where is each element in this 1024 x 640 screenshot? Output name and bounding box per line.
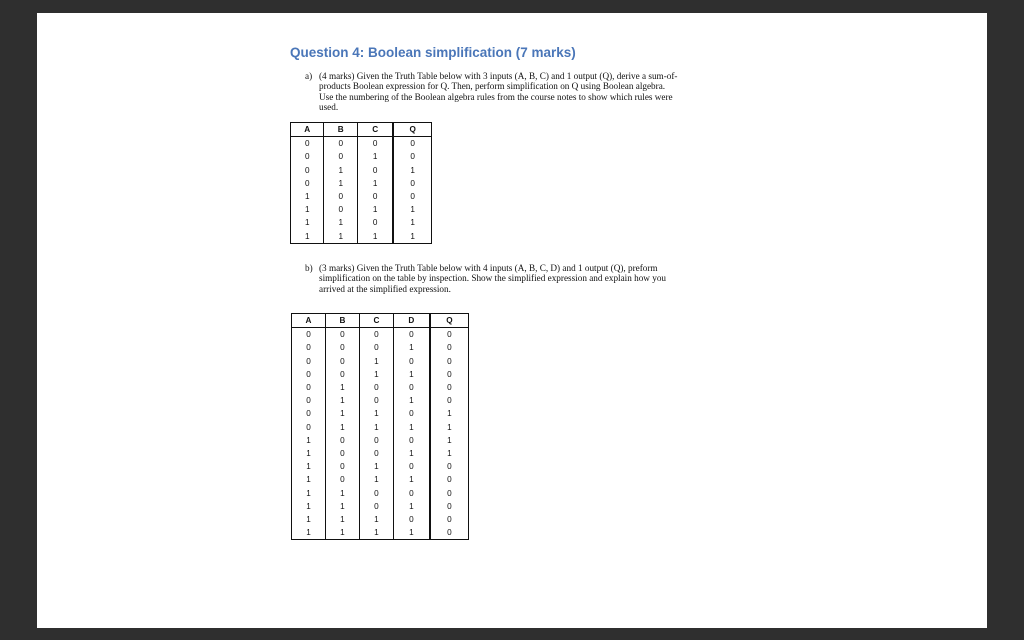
table-row: [291, 230, 432, 244]
table-cell: 1: [393, 447, 429, 460]
table-row: [291, 137, 432, 151]
table-cell: 0: [393, 328, 429, 342]
column-header-d: D: [393, 314, 429, 328]
table-cell: 0: [393, 407, 429, 420]
table-cell: 1: [292, 434, 326, 447]
table-cell: 1: [430, 421, 469, 434]
table-cell: 1: [393, 500, 429, 513]
table-cell: 0: [325, 460, 359, 473]
table-row: [292, 434, 469, 447]
table-cell: 1: [292, 487, 326, 500]
table-cell: 1: [325, 500, 359, 513]
table-cell: 1: [292, 500, 326, 513]
table-cell: 0: [325, 473, 359, 486]
table-cell: 0: [291, 164, 324, 177]
table-cell: 0: [359, 447, 393, 460]
part-a-label: a): [305, 71, 313, 81]
table-cell: 0: [359, 341, 393, 354]
table-cell: 1: [325, 381, 359, 394]
part-b-text: (3 marks) Given the Truth Table below with 4 inputs (A, B, C, D) and 1 output (Q), preform simplification on the table by inspection. Show the simplified expression and explain how you arrived at the simplified expression.: [319, 263, 667, 294]
table-row: [291, 203, 432, 216]
table-cell: 1: [291, 216, 324, 229]
table-cell: 0: [393, 434, 429, 447]
table-cell: 1: [359, 407, 393, 420]
table-cell: 0: [325, 341, 359, 354]
table-cell: 0: [292, 341, 326, 354]
table-cell: 1: [393, 394, 429, 407]
table-cell: 0: [430, 513, 469, 526]
column-header-c: C: [357, 123, 393, 137]
table-cell: 0: [325, 355, 359, 368]
table-cell: 0: [325, 434, 359, 447]
table-cell: 1: [393, 473, 429, 486]
table-cell: 0: [325, 447, 359, 460]
truth-table-a: [290, 122, 432, 244]
table-cell: 1: [291, 203, 324, 216]
table-cell: 0: [292, 328, 326, 342]
table-cell: 1: [292, 526, 326, 540]
table-cell: 1: [325, 407, 359, 420]
table-row: [292, 526, 469, 540]
table-row: [292, 473, 469, 486]
table-cell: 1: [357, 203, 393, 216]
table-row: [292, 368, 469, 381]
part-a-text: (4 marks) Given the Truth Table below with 3 inputs (A, B, C) and 1 output (Q), derive a sum-of-products Boolean expression for Q. Then, perform simplification on Q using Boolean algebra. Use the numbering of the Boolean algebra rules from the course notes to show which rules were used.: [319, 71, 678, 113]
table-cell: 1: [357, 150, 393, 163]
table-cell: 1: [359, 421, 393, 434]
table-cell: 1: [359, 526, 393, 540]
table-cell: 0: [359, 434, 393, 447]
table-cell: 0: [324, 203, 357, 216]
table-cell: 1: [291, 190, 324, 203]
table-cell: 0: [292, 394, 326, 407]
table-row: [292, 447, 469, 460]
table-cell: 1: [393, 230, 431, 244]
column-header-c: C: [359, 314, 393, 328]
table-cell: 1: [359, 473, 393, 486]
table-row: [292, 394, 469, 407]
table-cell: 1: [359, 460, 393, 473]
table-row: [291, 150, 432, 163]
table-row: [292, 487, 469, 500]
table-row: [291, 164, 432, 177]
table-cell: 1: [393, 421, 429, 434]
table-cell: 0: [393, 137, 431, 151]
table-row: [292, 500, 469, 513]
table-cell: 1: [357, 177, 393, 190]
table-row: [292, 460, 469, 473]
table-cell: 1: [325, 421, 359, 434]
table-cell: 0: [393, 190, 431, 203]
column-header-b: B: [324, 123, 357, 137]
table-cell: 1: [393, 203, 431, 216]
table-cell: 1: [292, 473, 326, 486]
part-b: [305, 263, 685, 303]
table-cell: 1: [430, 407, 469, 420]
table-cell: 0: [292, 368, 326, 381]
table-cell: 1: [324, 230, 357, 244]
table-cell: 0: [393, 150, 431, 163]
table-cell: 0: [359, 500, 393, 513]
table-row: [292, 341, 469, 354]
table-cell: 1: [325, 394, 359, 407]
table-row: [291, 190, 432, 203]
table-row: [292, 513, 469, 526]
table-row: [292, 328, 469, 342]
question-heading: Question 4: Boolean simplification (7 marks): [290, 45, 576, 60]
table-cell: 1: [393, 341, 429, 354]
column-header-q: Q: [393, 123, 431, 137]
table-cell: 0: [292, 407, 326, 420]
table-cell: 1: [292, 460, 326, 473]
table-cell: 1: [291, 230, 324, 244]
table-cell: 0: [291, 137, 324, 151]
part-b-label: b): [305, 263, 313, 273]
truth-table-b: [291, 313, 469, 540]
table-row: [292, 381, 469, 394]
table-cell: 0: [292, 381, 326, 394]
table-cell: 1: [430, 434, 469, 447]
table-cell: 0: [393, 177, 431, 190]
table-row: [292, 421, 469, 434]
table-cell: 1: [359, 355, 393, 368]
table-cell: 1: [292, 447, 326, 460]
table-cell: 1: [359, 513, 393, 526]
table-cell: 0: [359, 381, 393, 394]
table-cell: 0: [393, 460, 429, 473]
table-cell: 0: [430, 341, 469, 354]
table-cell: 0: [430, 473, 469, 486]
table-row: [291, 177, 432, 190]
table-cell: 0: [357, 216, 393, 229]
table-cell: 0: [393, 487, 429, 500]
table-cell: 0: [430, 368, 469, 381]
table-cell: 1: [324, 164, 357, 177]
table-cell: 0: [324, 150, 357, 163]
document-page: [37, 13, 987, 628]
table-cell: 1: [393, 368, 429, 381]
column-header-a: A: [292, 314, 326, 328]
table-cell: 1: [324, 177, 357, 190]
table-cell: 1: [393, 526, 429, 540]
table-cell: 1: [430, 447, 469, 460]
column-header-b: B: [325, 314, 359, 328]
table-cell: 0: [292, 355, 326, 368]
table-cell: 0: [325, 328, 359, 342]
table-cell: 1: [325, 513, 359, 526]
table-cell: 0: [430, 381, 469, 394]
table-cell: 0: [359, 487, 393, 500]
table-cell: 1: [292, 513, 326, 526]
table-cell: 0: [430, 500, 469, 513]
table-cell: 0: [430, 487, 469, 500]
table-cell: 1: [325, 487, 359, 500]
table-cell: 0: [430, 526, 469, 540]
table-cell: 0: [357, 137, 393, 151]
table-cell: 1: [324, 216, 357, 229]
column-header-a: A: [291, 123, 324, 137]
table-cell: 0: [393, 513, 429, 526]
table-cell: 0: [393, 355, 429, 368]
table-cell: 0: [325, 368, 359, 381]
table-cell: 0: [292, 421, 326, 434]
table-cell: 0: [357, 164, 393, 177]
table-cell: 1: [393, 164, 431, 177]
column-header-q: Q: [430, 314, 469, 328]
table-cell: 1: [357, 230, 393, 244]
table-row: [292, 355, 469, 368]
table-cell: 0: [324, 137, 357, 151]
table-cell: 1: [325, 526, 359, 540]
table-cell: 0: [291, 177, 324, 190]
table-cell: 0: [430, 328, 469, 342]
table-cell: 0: [430, 355, 469, 368]
table-cell: 0: [291, 150, 324, 163]
table-cell: 1: [393, 216, 431, 229]
table-cell: 0: [393, 381, 429, 394]
table-cell: 1: [359, 368, 393, 381]
table-cell: 0: [430, 460, 469, 473]
table-row: [291, 216, 432, 229]
table-cell: 0: [430, 394, 469, 407]
table-cell: 0: [359, 394, 393, 407]
table-cell: 0: [357, 190, 393, 203]
table-cell: 0: [324, 190, 357, 203]
table-row: [292, 407, 469, 420]
table-cell: 0: [359, 328, 393, 342]
